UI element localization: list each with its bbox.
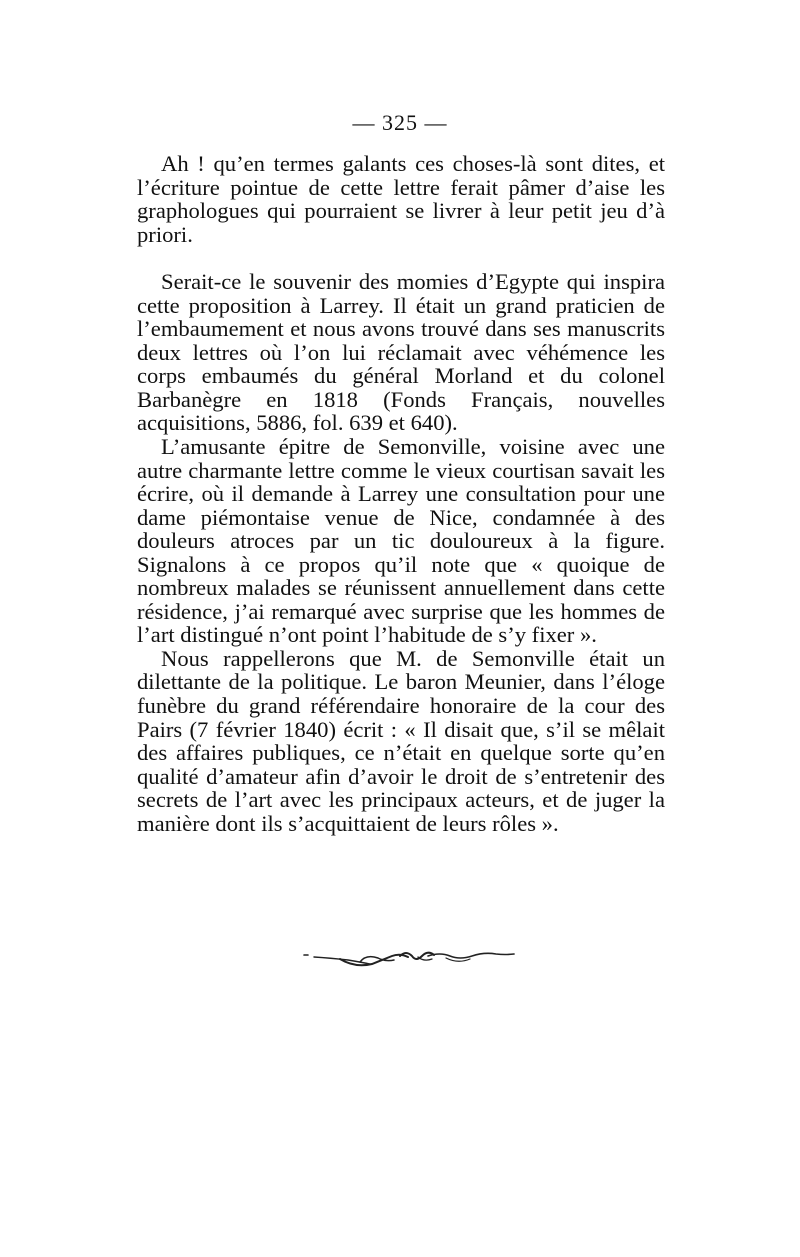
body-text xyxy=(137,152,665,835)
paragraph-graphologues: Ah ! qu’en termes galants ces choses-là sont dites, et l’écriture pointue de cette lettre ferait pâmer d’aise les graphologues qui pourraient se livrer à leur petit jeu d’à priori. xyxy=(137,151,665,247)
page-number: — 325 — xyxy=(352,110,448,135)
paragraph-momies: Serait-ce le souvenir des momies d’Egypte qui inspira cette proposition à Larrey. Il était un grand praticien de l’embaumement et nous avons trouvé dans ses manuscrits deux lettres où l’on lui réclamait avec véhémence les corps embaumés du général Morland et du colonel Barbanègre en 1818 (Fonds Français, nouvelles acquisitions, 5886, fol. 639 et 640). xyxy=(137,269,665,436)
paragraph-dilettante: Nous rappellerons que M. de Semonville était un dilettante de la politique. Le baron Meunier, dans l’éloge funèbre du grand référendaire honoraire de la cour des Pairs (7 février 1840) écrit : « Il disait que, s’il se mêlait des affaires publiques, ce n’était en quelque sorte qu’en qualité d’amateur afin d’avoir le droit de s’entretenir des secrets de l’art avec les principaux acteurs, et de juger la manière dont ils s’acquittaient de leurs rôles ». xyxy=(137,645,665,836)
decorative-flourish-icon xyxy=(300,942,520,972)
paragraph-semonville-epitre: L’amusante épitre de Semonville, voisine avec une autre charmante lettre comme le vieux courtisan savait les écrire, où il demande à Larrey une consultation pour une dame piémontaise venue de Nice, condamnée à des douleurs atroces par un tic douloureux à la figure. Signalons à ce propos qu’il note que « quoique de nombreux malades se réunissent annuellement dans cette résidence, j’ai remarqué avec surprise que les hommes de l’art distingué n’ont point l’habitude de s’y fixer ». xyxy=(137,434,665,648)
